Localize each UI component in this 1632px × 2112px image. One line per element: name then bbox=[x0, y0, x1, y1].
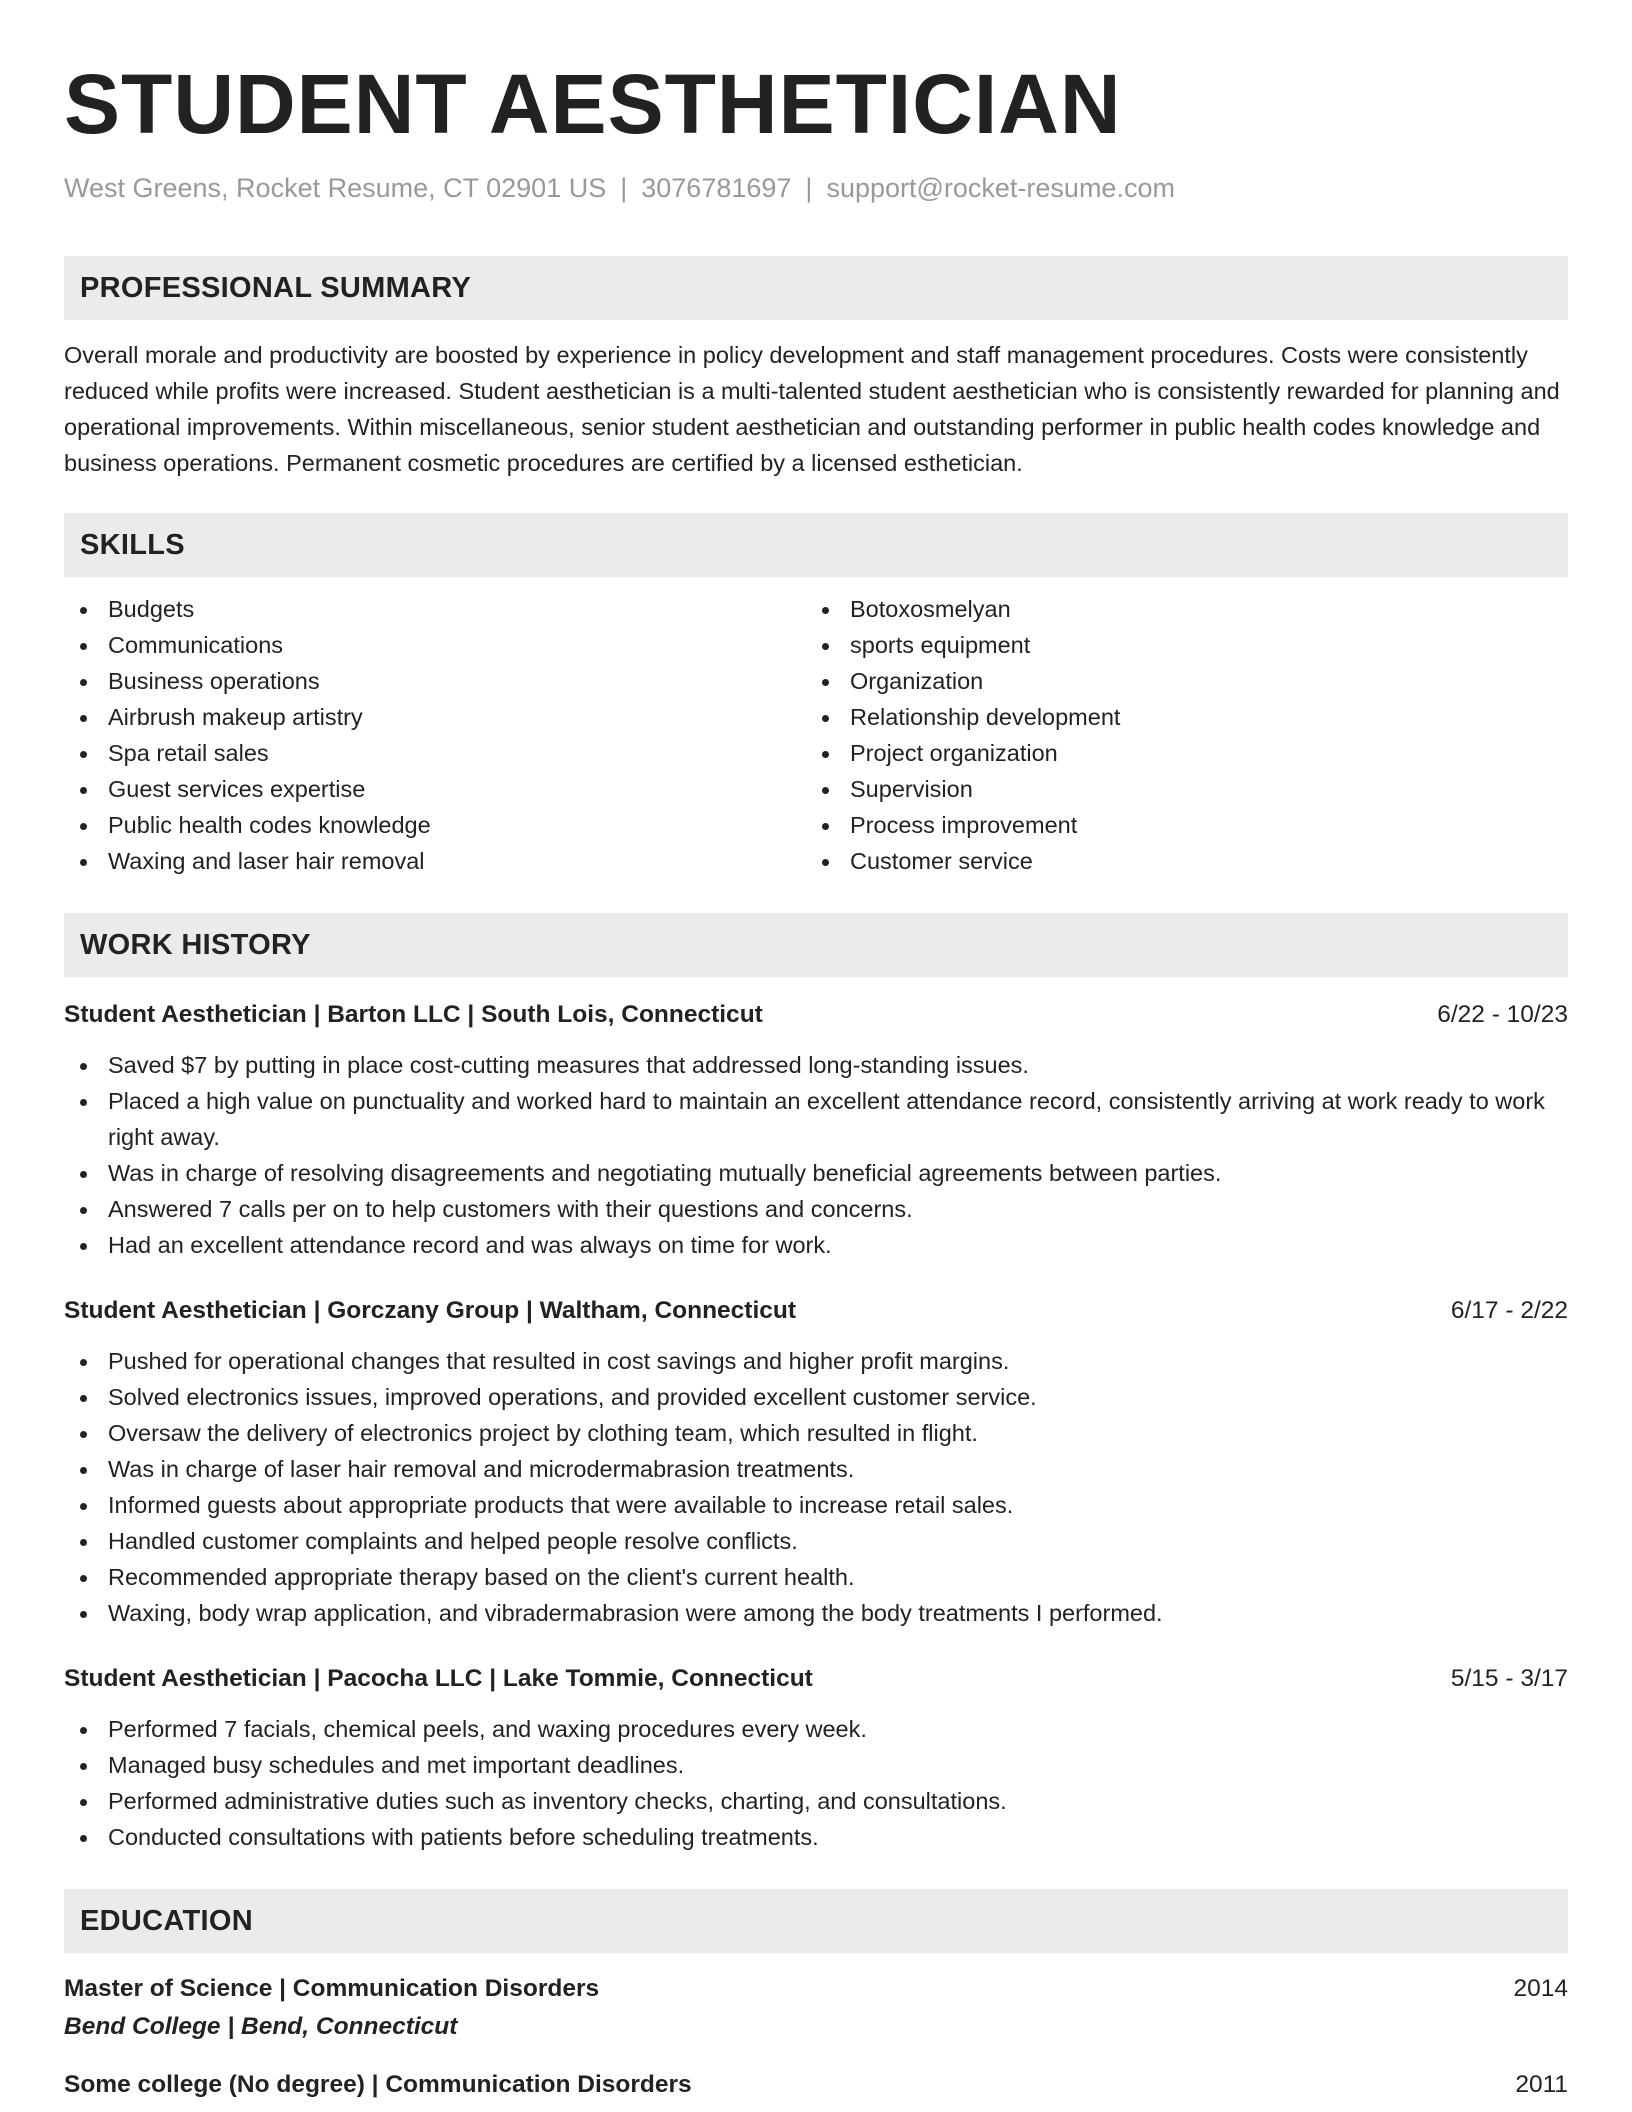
skill-item: Business operations bbox=[64, 663, 806, 699]
skill-item: Waxing and laser hair removal bbox=[64, 843, 806, 879]
education-school: Bend College | Bend, Connecticut bbox=[64, 2013, 458, 2040]
job-bullet: Solved electronics issues, improved operations, and provided excellent customer service. bbox=[64, 1379, 1568, 1415]
education-entry bbox=[64, 1971, 1568, 2045]
job-title: Student Aesthetician | Pacocha LLC | Lake Tommie, Connecticut bbox=[64, 1665, 813, 1692]
contact-separator: | bbox=[805, 173, 813, 203]
section-header-professional-summary: PROFESSIONAL SUMMARY bbox=[64, 256, 1568, 320]
job-bullet: Answered 7 calls per on to help customers with their questions and concerns. bbox=[64, 1191, 1568, 1227]
skills-column-left bbox=[64, 591, 806, 879]
skill-item: Botoxosmelyan bbox=[806, 591, 1548, 627]
job-bullets bbox=[64, 1047, 1568, 1263]
job-header bbox=[64, 1293, 1568, 1329]
education-header bbox=[64, 1971, 1568, 2007]
job-dates: 6/17 - 2/22 bbox=[1450, 1297, 1568, 1324]
resume-name: STUDENT AESTHETICIAN bbox=[64, 57, 1122, 151]
job-header bbox=[64, 997, 1568, 1033]
education-degree: Master of Science | Communication Disorders bbox=[64, 1975, 600, 2002]
job-bullet: Recommended appropriate therapy based on the client's current health. bbox=[64, 1559, 1568, 1595]
contact-phone: 3076781697 bbox=[641, 173, 792, 203]
job-bullet: Oversaw the delivery of electronics project by clothing team, which resulted in flight. bbox=[64, 1415, 1568, 1451]
job-bullet: Performed 7 facials, chemical peels, and waxing procedures every week. bbox=[64, 1711, 1568, 1747]
skill-item: Communications bbox=[64, 627, 806, 663]
job-bullets bbox=[64, 1343, 1568, 1631]
job-bullet: Performed administrative duties such as inventory checks, charting, and consultations. bbox=[64, 1783, 1568, 1819]
job-bullet: Managed busy schedules and met important deadlines. bbox=[64, 1747, 1568, 1783]
contact-line bbox=[64, 170, 1568, 206]
job-title: Student Aesthetician | Barton LLC | South Lois, Connecticut bbox=[64, 1001, 763, 1028]
resume-page bbox=[64, 0, 1568, 2103]
job-dates: 5/15 - 3/17 bbox=[1450, 1665, 1568, 1692]
education-header bbox=[64, 2067, 1568, 2103]
contact-email: support@rocket-resume.com bbox=[826, 173, 1175, 203]
education-degree: Some college (No degree) | Communication Disorders bbox=[64, 2071, 692, 2098]
section-header-education: EDUCATION bbox=[64, 1889, 1568, 1953]
skill-item: Project organization bbox=[806, 735, 1548, 771]
education-entry bbox=[64, 2067, 1568, 2103]
contact-separator: | bbox=[620, 173, 628, 203]
skill-item: Budgets bbox=[64, 591, 806, 627]
job-bullet: Placed a high value on punctuality and worked hard to maintain an excellent attendance record, consistently arriving at work ready to work right away. bbox=[64, 1083, 1568, 1155]
job-entry bbox=[64, 997, 1568, 1263]
job-bullet: Conducted consultations with patients before scheduling treatments. bbox=[64, 1819, 1568, 1855]
skills-column-right bbox=[806, 591, 1548, 879]
job-dates: 6/22 - 10/23 bbox=[1437, 1001, 1568, 1028]
skill-item: Relationship development bbox=[806, 699, 1548, 735]
education-year: 2011 bbox=[1515, 2071, 1568, 2098]
job-bullet: Was in charge of resolving disagreements and negotiating mutually beneficial agreements between parties. bbox=[64, 1155, 1568, 1191]
job-bullet: Handled customer complaints and helped people resolve conflicts. bbox=[64, 1523, 1568, 1559]
skill-item: Supervision bbox=[806, 771, 1548, 807]
skill-item: Public health codes knowledge bbox=[64, 807, 806, 843]
section-header-work-history: WORK HISTORY bbox=[64, 913, 1568, 977]
skill-item: sports equipment bbox=[806, 627, 1548, 663]
job-bullet: Was in charge of laser hair removal and microdermabrasion treatments. bbox=[64, 1451, 1568, 1487]
skill-item: Guest services expertise bbox=[64, 771, 806, 807]
skill-item: Spa retail sales bbox=[64, 735, 806, 771]
job-bullet: Had an excellent attendance record and was always on time for work. bbox=[64, 1227, 1568, 1263]
job-bullet: Informed guests about appropriate products that were available to increase retail sales. bbox=[64, 1487, 1568, 1523]
job-title: Student Aesthetician | Gorczany Group | Waltham, Connecticut bbox=[64, 1297, 796, 1324]
skills-list bbox=[64, 591, 1568, 879]
job-bullet: Waxing, body wrap application, and vibradermabrasion were among the body treatments I performed. bbox=[64, 1595, 1568, 1631]
job-header bbox=[64, 1661, 1568, 1697]
job-entry bbox=[64, 1661, 1568, 1855]
job-bullet: Saved $7 by putting in place cost-cutting measures that addressed long-standing issues. bbox=[64, 1047, 1568, 1083]
skill-item: Process improvement bbox=[806, 807, 1548, 843]
skill-item: Customer service bbox=[806, 843, 1548, 879]
education-year: 2014 bbox=[1513, 1975, 1568, 2002]
skill-item: Organization bbox=[806, 663, 1548, 699]
section-header-skills: SKILLS bbox=[64, 513, 1568, 577]
job-bullet: Pushed for operational changes that resulted in cost savings and higher profit margins. bbox=[64, 1343, 1568, 1379]
contact-address: West Greens, Rocket Resume, CT 02901 US bbox=[64, 173, 607, 203]
job-bullets bbox=[64, 1711, 1568, 1855]
summary-text: Overall morale and productivity are boosted by experience in policy development and staff management procedures. Costs were consistently reduced while profits were increased. Student aesthetician is a multi-talented student aesthetician who is consistently rewarded for planning and operational improvements. Within miscellaneous, senior student aesthetician and outstanding performer in public health codes knowledge and business operations. Permanent cosmetic procedures are certified by a licensed esthetician. bbox=[64, 342, 1560, 476]
skill-item: Airbrush makeup artistry bbox=[64, 699, 806, 735]
job-entry bbox=[64, 1293, 1568, 1631]
